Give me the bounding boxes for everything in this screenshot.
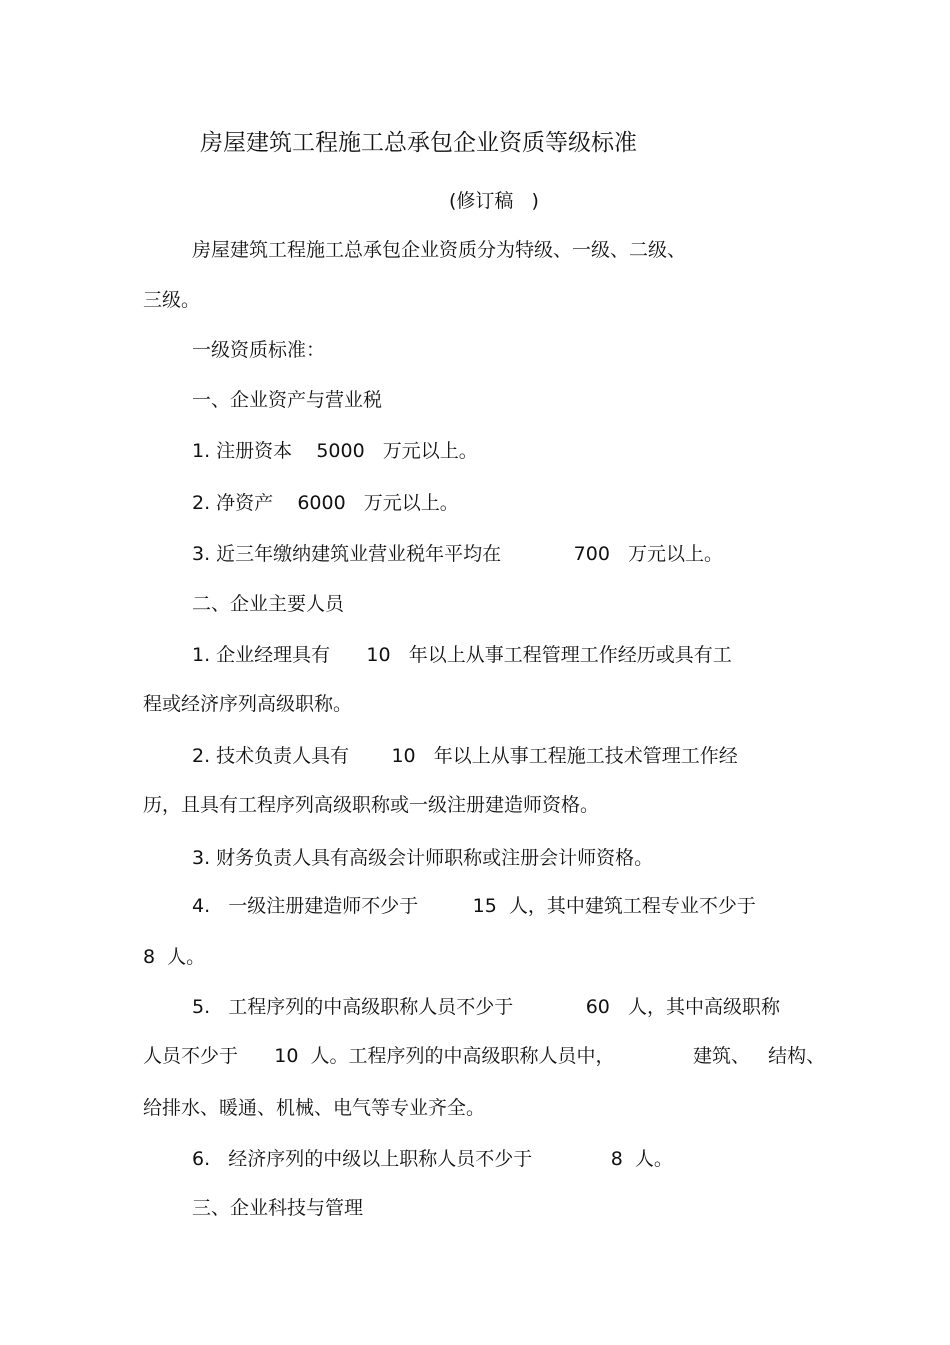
item-engineering-titles-line-1: 5. 工程序列的中高级职称人员不少于 60 人，其中高级职称 bbox=[192, 996, 781, 1018]
item-net-assets: 2. 净资产 6000 万元以上。 bbox=[192, 492, 459, 514]
item-finance-lead: 3. 财务负责人具有高级会计师职称或注册会计师资格。 bbox=[192, 847, 654, 869]
section-label-grade-one: 一级资质标准： bbox=[192, 339, 326, 361]
item-constructors-line-1: 4. 一级注册建造师不少于 15 人，其中建筑工程专业不少于 bbox=[192, 895, 756, 917]
item-economic-titles: 6. 经济序列的中级以上职称人员不少于 8 人。 bbox=[192, 1148, 673, 1170]
item-constructors-line-2: 8 人。 bbox=[143, 946, 206, 968]
document-subtitle: (修订稿 ) bbox=[449, 190, 539, 212]
item-technical-lead-line-1: 2. 技术负责人具有 10 年以上从事工程施工技术管理工作经 bbox=[192, 745, 738, 767]
section-heading-technology-management: 三、企业科技与管理 bbox=[192, 1197, 364, 1219]
paragraph-intro-line-2: 三级。 bbox=[143, 289, 201, 311]
section-heading-assets: 一、企业资产与营业税 bbox=[192, 389, 383, 411]
item-engineering-titles-line-2: 人员不少于 10 人。工程序列的中高级职称人员中， 建筑、 结构、 bbox=[143, 1045, 826, 1067]
paragraph-intro-line-1: 房屋建筑工程施工总承包企业资质分为特级、一级、二级、 bbox=[192, 239, 687, 261]
item-manager-line-2: 程或经济序列高级职称。 bbox=[143, 693, 353, 715]
item-manager-line-1: 1. 企业经理具有 10 年以上从事工程管理工作经历或具有工 bbox=[192, 644, 732, 666]
item-registered-capital: 1. 注册资本 5000 万元以上。 bbox=[192, 440, 478, 462]
item-technical-lead-line-2: 历，且具有工程序列高级职称或一级注册建造师资格。 bbox=[143, 794, 600, 816]
section-heading-personnel: 二、企业主要人员 bbox=[192, 593, 345, 615]
document-title: 房屋建筑工程施工总承包企业资质等级标准 bbox=[200, 130, 637, 156]
item-business-tax: 3. 近三年缴纳建筑业营业税年平均在 700 万元以上。 bbox=[192, 543, 724, 565]
item-engineering-titles-line-3: 给排水、暖通、机械、电气等专业齐全。 bbox=[143, 1097, 486, 1119]
